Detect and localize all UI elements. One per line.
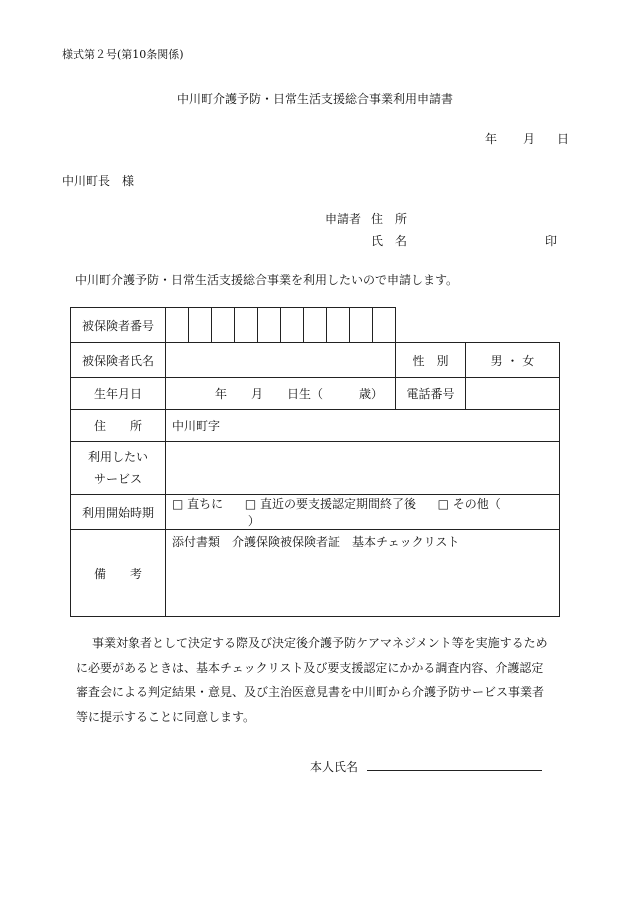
address-label: 住 所 (71, 410, 166, 442)
desired-service-label-line1: 利用したい (87, 450, 148, 464)
applicant-address-label: 住 所 (371, 212, 408, 226)
date-day-label: 日 (557, 132, 570, 146)
insured-number-digit[interactable] (189, 308, 212, 343)
insured-number-digit[interactable] (281, 308, 304, 343)
insured-number-label: 被保険者番号 (71, 308, 166, 343)
start-time-options (166, 495, 560, 530)
consent-line: に必要があるときは、基本チェックリスト及び要支援認定にかかる調査内容、介護認定 (76, 660, 544, 675)
birthdate-label: 生年月日 (71, 378, 166, 410)
desired-service-label (71, 442, 166, 495)
date-year-label: 年 (485, 132, 498, 146)
insured-number-digit[interactable] (212, 308, 235, 343)
address-row (71, 410, 560, 442)
birthdate-field[interactable]: 年 月 日生（ 歳） (166, 378, 396, 410)
remarks-field[interactable]: 添付書類 介護保険被保険者証 基本チェックリスト (166, 530, 560, 617)
insured-number-digit[interactable] (327, 308, 350, 343)
insured-number-digit[interactable] (304, 308, 327, 343)
address-field[interactable]: 中川町字 (166, 410, 560, 442)
applicant-name-label: 氏 名 (371, 234, 408, 248)
remarks-label: 備 考 (71, 530, 166, 617)
phone-label: 電話番号 (396, 378, 466, 410)
desired-service-row (71, 442, 560, 495)
gender-options[interactable]: 男 ・ 女 (466, 343, 560, 378)
start-immediate-checkbox[interactable]: □ 直ちに (172, 497, 224, 511)
insured-number-digit[interactable] (350, 308, 373, 343)
form-number: 様式第２号(第10条関係) (62, 48, 184, 61)
consent-statement (76, 631, 548, 729)
phone-field[interactable] (466, 378, 560, 410)
application-statement: 中川町介護予防・日常生活支援総合事業を利用したいので申請します。 (75, 273, 459, 287)
start-other-close: ） (247, 514, 260, 528)
start-time-row (71, 495, 560, 530)
form-title: 中川町介護予防・日常生活支援総合事業利用申請書 (177, 92, 454, 106)
insured-name-row (71, 343, 560, 378)
consent-line: 審査会による判定結果・意見、及び主治医意見書を中川町から介護予防サービス事業者 (76, 685, 545, 699)
start-after-certification-checkbox[interactable]: □ 直近の要支援認定期間終了後 (244, 497, 416, 511)
desired-service-label-line2: サービス (93, 472, 142, 486)
seal-mark: 印 (545, 234, 558, 248)
signature-label: 本人氏名 (310, 760, 359, 774)
signature-line[interactable] (367, 770, 542, 771)
desired-service-field[interactable] (166, 442, 560, 495)
consent-line: 等に提示することに同意します。 (76, 709, 256, 724)
insured-number-digit[interactable] (258, 308, 281, 343)
insured-number-digit[interactable] (373, 308, 396, 343)
birthdate-row (71, 378, 560, 410)
addressee: 中川町長 様 (62, 174, 135, 188)
insured-name-label: 被保険者氏名 (71, 343, 166, 378)
start-time-label: 利用開始時期 (71, 495, 166, 530)
insured-number-digit[interactable] (166, 308, 189, 343)
remarks-row (71, 530, 560, 617)
date-month-label: 月 (523, 132, 536, 146)
insured-number-digit[interactable] (235, 308, 258, 343)
applicant-label: 申請者 (325, 212, 362, 226)
consent-line: 事業対象者として決定する際及び決定後介護予防ケアマネジメント等を実施するため (92, 636, 548, 650)
gender-label: 性 別 (396, 343, 466, 378)
start-other-checkbox[interactable]: □ その他（ (437, 497, 501, 511)
application-table (70, 307, 560, 617)
insured-name-field[interactable] (166, 343, 396, 378)
insured-number-row (71, 308, 560, 343)
